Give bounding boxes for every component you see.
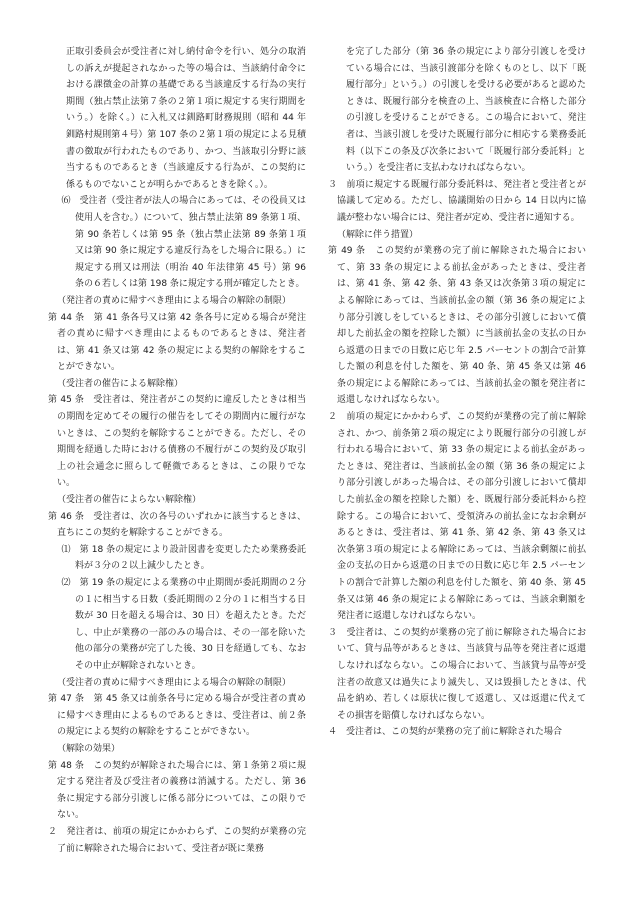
paragraph: 第 46 条 受注者は、次の各号のいずれかに該当するときは、直ちにこの契約を解除することができる。 [48, 511, 306, 539]
article-caption: （解除の効果） [57, 743, 121, 754]
paragraph: 第 45 条 受注者は、発注者がこの契約に違反したときは相当の期間を定めてその履行の催告をしてその期間内に履行がないときは、この契約を解除することができる。ただし、その期間を経過した時における債務の不履行がこの契約及び取引上の社会通念に照らして軽微であるときは、この限りでない。 [48, 395, 306, 489]
paragraph: を完了した部分（第 36 条の規定により部分引渡しを受けている場合には、当該引渡部分を除くものとし、以下「既履行部分」という。）の引渡しを受ける必要があると認めたときは、既履行部分を検査の上、当該検査に合格した部分の引渡しを受けることができる。この場合において、発注者は、当該引渡しを受けた既履行部分に相応する業務委託料（以下この条及び次条において「既履行部分委託料」という。）を受注者に支払わなければならない。 [346, 47, 586, 174]
paragraph: ⑹ 受注者（受注者が法人の場合にあっては、その役員又は使用人を含む。）について、独占禁止法第 89 条第１項、第 90 条若しくは第 95 条（独占禁止法第 89 条第１項又は第 90 条に規定する違反行為をした場合に限る。）に規定する刑又は刑法（明治 40 年法律第 45 号）第 96 条の６若しくは第 198 条に規定する刑が確定したとき。 [61, 196, 306, 290]
paragraph: ３ 受注者は、この契約が業務の完了前に解除された場合において、貸与品等があるときは、当該貸与品等を発注者に返還しなければならない。この場合において、当該貸与品等が受注者の故意又は過失により滅失し、又は毀損したときは、代品を納め、若しくは原状に復して返還し、又は返還に代えてその損害を賠償しなければならない。 [328, 627, 586, 721]
paragraph: ２ 発注者は、前項の規定にかかわらず、この契約が業務の完了前に解除された場合において、受注者が既に業務 [48, 826, 306, 854]
paragraph: 第 49 条 この契約が業務の完了前に解除された場合において、第 33 条の規定による前払金があったときは、受注者は、第 41 条、第 42 条、第 43 条又は次条第３項の規定による解除にあっては、当該前払金の額（第 36 条の規定により部分引渡しをしているときは、その部分引渡しにおいて償却した前払金の額を控除した額）に当該前払金の支払の日から返還の日までの日数に応じ年 2.5 パーセントの割合で計算した額の利息を付した額を、第 40 条、第 45 条又は第 46 条の規定による解除にあっては、当該前払金の額を発注者に返還しなければならない。 [328, 246, 586, 406]
article-caption: （解除に伴う措置） [337, 229, 419, 240]
article-caption: （受注者の責めに帰すべき理由による場合の解除の制限） [57, 677, 291, 688]
left-column [48, 44, 306, 857]
paragraph: 第 44 条 第 41 条各号又は第 42 条各号に定める場合が発注者の責めに帰すべき理由によるものであるときは、発注者は、第 41 条又は第 42 条の規定による契約の解除をすることができない。 [48, 312, 306, 373]
article-caption: （受注者の催告によらない解除権） [57, 495, 202, 506]
right-column [328, 44, 586, 741]
paragraph: 第 47 条 第 45 条又は前条各号に定める場合が受注者の責めに帰すべき理由によるものであるときは、受注者は、前２条の規定による契約の解除をすることができない。 [48, 694, 306, 738]
article-caption: （受注者の催告による解除権） [57, 378, 184, 389]
paragraph: ⑵ 第 19 条の規定による業務の中止期間が委託期間の２分の１に相当する日数（委託期間の２分の１に相当する日数が 30 日を超える場合は、30 日）を超えたとき。ただし、中止が業務の一部のみの場合は、その一部を除いた他の部分の業務が完了した後、30 日を経過しても、なおその中止が解除されないとき。 [61, 578, 306, 671]
article-caption: （発注者の責めに帰すべき理由による場合の解除の制限） [57, 295, 291, 306]
paragraph: ４ 受注者は、この契約が業務の完了前に解除された場合 [328, 727, 563, 738]
paragraph: ２ 前項の規定にかかわらず、この契約が業務の完了前に解除され、かつ、前条第２項の規定により既履行部分の引渡しが行われる場合において、第 33 条の規定による前払金があったときは、発注者は、当該前払金の額（第 36 条の規定により部分引渡しがあった場合は、その部分引渡しにおいて償却した前払金の額を控除した額）を、既履行部分委託料から控除する。この場合において、受領済みの前払金になお余剰があるときは、受注者は、第 41 条、第 42 条、第 43 条又は次条第３項の規定による解除にあっては、当該余剰額に前払金の支払の日から返還の日までの日数に応じ年 2.5 パーセントの割合で計算した額の利息を付した額を、第 40 条、第 45 条又は第 46 条の規定による解除にあっては、当該余剰額を発注者に返還しなければならない。 [328, 412, 586, 622]
paragraph: ３ 前項に規定する既履行部分委託料は、発注者と受注者とが協議して定める。ただし、協議開始の日から 14 日以内に協議が整わない場合には、発注者が定め、受注者に通知する。 [328, 179, 586, 223]
paragraph: 第 48 条 この契約が解除された場合には、第１条第２項に規定する発注者及び受注者の義務は消滅する。ただし、第 36 条に規定する部分引渡しに係る部分については、この限りでない。 [48, 760, 306, 821]
paragraph: 正取引委員会が受注者に対し納付命令を行い、処分の取消しの訴えが提起されなかった等の場合は、当該納付命令における課徴金の計算の基礎である当該違反する行為の実行期間（独占禁止法第７条の２第１項に規定する実行期間をいう。）を除く。）に入札又は釧路町財務規則（昭和 44 年釧路村規則第４号）第 107 条の２第１項の規定による見積書の徴取が行われたものであり、かつ、当該取引分野に該当するものであるとき（当該違反する行為が、この契約に係るものでないことが明らかであるときを除く。）。 [66, 47, 306, 190]
paragraph: ⑴ 第 18 条の規定により設計図書を変更したため業務委託料が３分の２以上減少したとき。 [61, 544, 306, 572]
